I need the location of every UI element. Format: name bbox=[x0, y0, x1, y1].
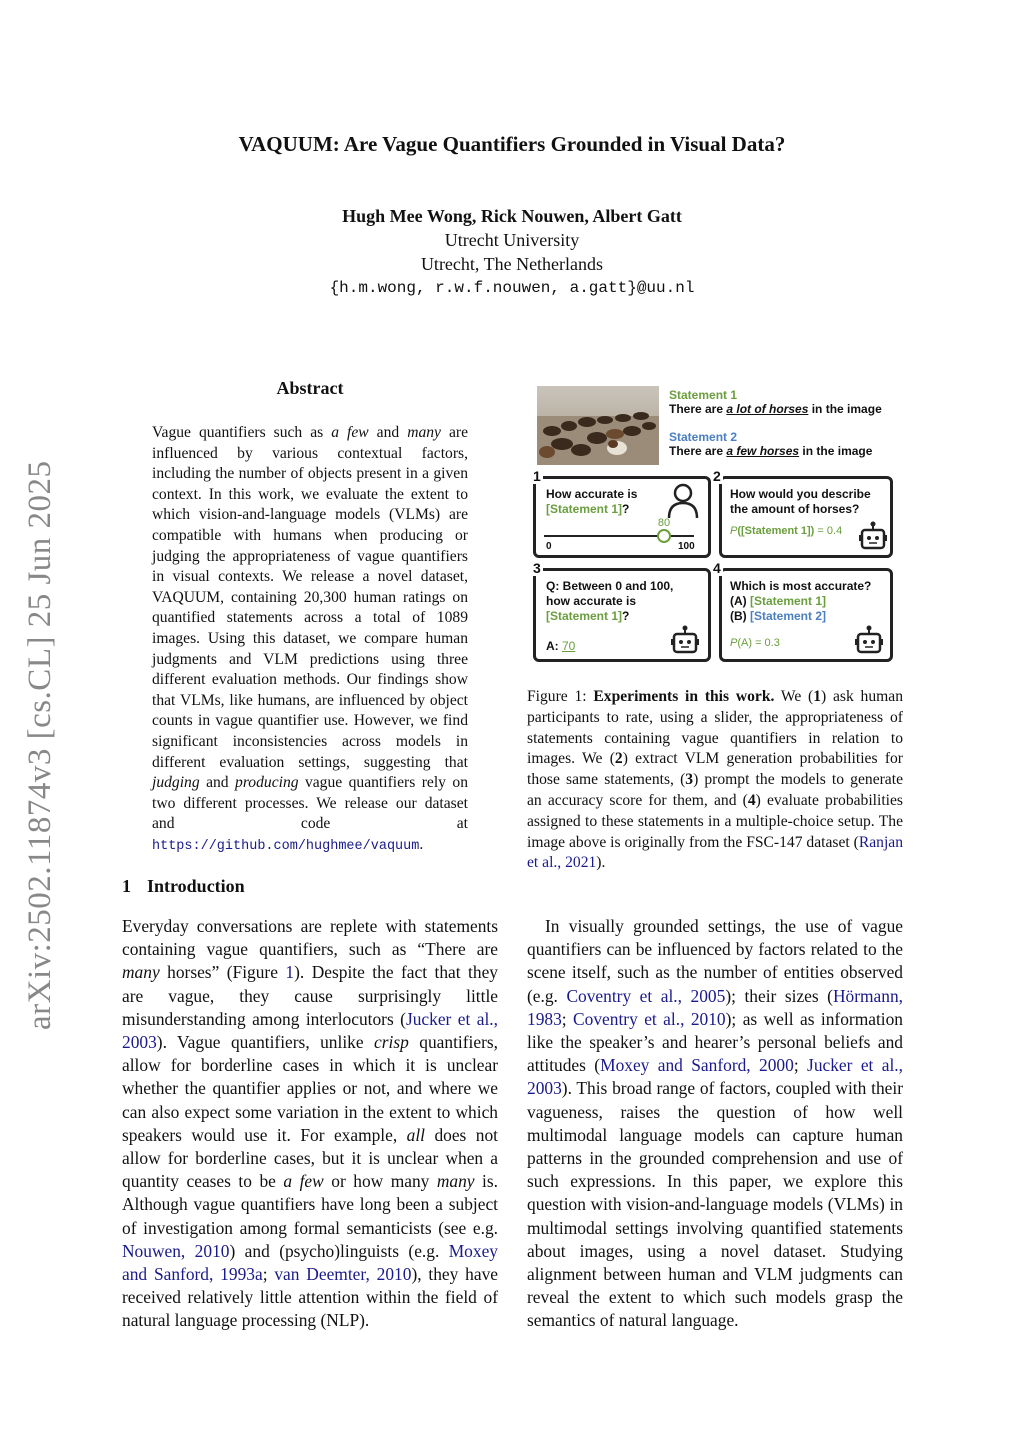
robot-icon bbox=[858, 521, 888, 555]
slider-thumb[interactable] bbox=[657, 529, 671, 543]
panel-3-vlm-prompt-score bbox=[533, 568, 711, 662]
slider-max-label: 100 bbox=[678, 541, 695, 552]
citation-link[interactable]: Jucker et al., 2003 bbox=[527, 1055, 903, 1099]
affiliation-location: Utrecht, The Netherlands bbox=[420, 254, 604, 274]
slider-value-label: 80 bbox=[657, 517, 671, 529]
abstract-heading: Abstract bbox=[276, 378, 344, 398]
citation-link[interactable]: Moxey and Sanford, 2000 bbox=[600, 1055, 794, 1076]
citation-link[interactable]: Coventry et al., 2005 bbox=[566, 985, 726, 1006]
paper-title: VAQUUM: Are Vague Quantifiers Grounded in Visual Data? bbox=[238, 132, 786, 156]
robot-icon bbox=[670, 625, 700, 659]
robot-icon bbox=[854, 625, 884, 659]
citation-link[interactable]: Coventry et al., 2010 bbox=[573, 1008, 726, 1029]
dataset-repo-link[interactable]: https://github.com/hughmee/vaquum bbox=[152, 838, 420, 854]
statement-2-label: Statement 2 bbox=[669, 430, 738, 444]
panel-2-number: 2 bbox=[713, 468, 721, 484]
panel-4-question: Which is most accurate? (A) [Statement 1] (B) [Statement 2] bbox=[730, 579, 872, 623]
intro-paragraph-right: In visually grounded settings, the use of vague quantifiers can be influenced by factors related to the scene itself, such as the number of entities observed (e.g. Coventry et al., 2005); their sizes (Hörmann, 1983; Coventry et al., 2010); as well as information like the speaker’s and hearer’s personal beliefs and attitudes (Moxey and Sanford, 2000; Jucker et al., 2003). This broad range of factors, coupled with their vagueness, raises the question of how well multimodal language models can capture human patterns in the grounded comprehension and use of such expressions. In this paper, we explore this question with vision-and-language models (VLMs) in multimodal settings involving quantified statements about images, using a novel dataset. Studying alignment between human and VLM judgments can reveal the extent to which such models grasp the semantics of natural language. bbox=[527, 916, 904, 1331]
abstract-body: Vague quantifiers such as a few and many are influenced by various contextual factors, including the number of objects present in a given context. In this work, we evaluate the extent to which vision-and-language models (VLMs) are compatible with humans when producing or judging the appropriateness of vague quantifiers in visual contexts. We release a novel dataset, VAQUUM, containing 20,300 human ratings on quantified statements across a total of 1089 images. Using this dataset, we compare human judgments and VLM predictions using three different evaluation methods. Our findings show that VLMs, like humans, are influenced by object counts in vague quantifier use. However, we find significant inconsistencies across models in different evaluation settings, suggesting that judging and producing vague quantifiers rely on two different processes. We release our dataset and code at https://github.com/hughmee/vaquum. bbox=[152, 424, 469, 854]
citation-link[interactable]: Jucker et al., 2003 bbox=[122, 1008, 498, 1053]
affiliation-university: Utrecht University bbox=[444, 230, 580, 250]
panel-2-question: How would you describe the amount of horses? bbox=[730, 487, 871, 516]
figure-1-caption: Figure 1: Experiments in this work. We (1) ask human participants to rate, using a slider, the appropriateness of statements containing vague quantifiers in relation to images. We (2) extract VLM generation probabilities for those same statements, (3) prompt the models to generate an accuracy score for them, and (4) evaluate probabilities assigned to these statements in a multiple-choice setup. The image above is originally from the FSC-147 dataset (Ranjan et al., 2021). bbox=[527, 688, 904, 872]
statement-1-block bbox=[669, 388, 899, 416]
figure-ref-link[interactable]: 1 bbox=[285, 962, 295, 983]
citation-link[interactable]: van Deemter, 2010 bbox=[274, 1264, 412, 1285]
horses-photo bbox=[537, 386, 659, 465]
slider-min-label: 0 bbox=[546, 541, 552, 552]
panel-1-question: How accurate is [Statement 1]? bbox=[546, 487, 638, 516]
panel-3-number: 3 bbox=[533, 560, 541, 576]
citation-link[interactable]: Ranjan et al., 2021 bbox=[527, 833, 903, 872]
panel-3-answer: A: 70 bbox=[546, 639, 576, 653]
panel-1-number: 1 bbox=[533, 468, 541, 484]
author-emails: {h.m.wong, r.w.f.nouwen, a.gatt}@uu.nl bbox=[329, 279, 695, 297]
panel-4-number: 4 bbox=[713, 560, 721, 576]
panel-1-human-slider bbox=[533, 476, 711, 558]
panel-3-question: Q: Between 0 and 100, how accurate is [Statement 1]? bbox=[546, 579, 674, 623]
panel-4-probability: P(A) = 0.3 bbox=[730, 637, 780, 649]
panel-2-probability: P([Statement 1]) = 0.4 bbox=[730, 525, 843, 537]
citation-link[interactable]: Nouwen, 2010 bbox=[122, 1240, 230, 1261]
statement-1-label: Statement 1 bbox=[669, 388, 738, 402]
statement-2-text: There are a few horses in the image bbox=[669, 444, 873, 458]
statement-2-block bbox=[669, 430, 899, 458]
intro-paragraph-left: Everyday conversations are replete with statements containing vague quantifiers, such as “There are many horses” (Figure 1). Despite the fact that they are vague, they cause surprisingly little misunderstanding among interlocutors (Jucker et al., 2003). Vague quantifiers, unlike crisp quantifiers, allow for borderline cases in which it is unclear whether the quantifier applies or not, and where we can also expect some variation in the extent to which speakers would use it. For example, all does not allow for borderline cases, but it is unclear when a quantity ceases to be a few or how many many is. Although vague quantifiers have long been a subject of investigation among formal semanticists (see e.g. Nouwen, 2010) and (psycho)linguists (e.g. Moxey and Sanford, 1993a; van Deemter, 2010), they have received relatively little attention within the field of natural language processing (NLP). bbox=[122, 916, 499, 1331]
section-heading-introduction: 1 Introduction bbox=[122, 876, 245, 896]
author-block bbox=[0, 204, 1024, 300]
arxiv-sidebar-id: arXiv:2502.11874v3 [cs.CL] 25 Jun 2025 bbox=[22, 460, 58, 1030]
panel-2-vlm-probability bbox=[719, 476, 893, 558]
statement-1-text: There are a lot of horses in the image bbox=[669, 402, 882, 416]
citation-link[interactable]: Hörmann, 1983 bbox=[527, 985, 904, 1029]
citation-link[interactable]: Moxey and Sanford, 1993a bbox=[122, 1240, 498, 1285]
human-person-icon bbox=[666, 483, 700, 519]
author-names: Hugh Mee Wong, Rick Nouwen, Albert Gatt bbox=[342, 206, 682, 226]
slider-track[interactable] bbox=[544, 535, 694, 537]
panel-4-multiple-choice bbox=[719, 568, 893, 662]
figure-1 bbox=[533, 384, 899, 666]
